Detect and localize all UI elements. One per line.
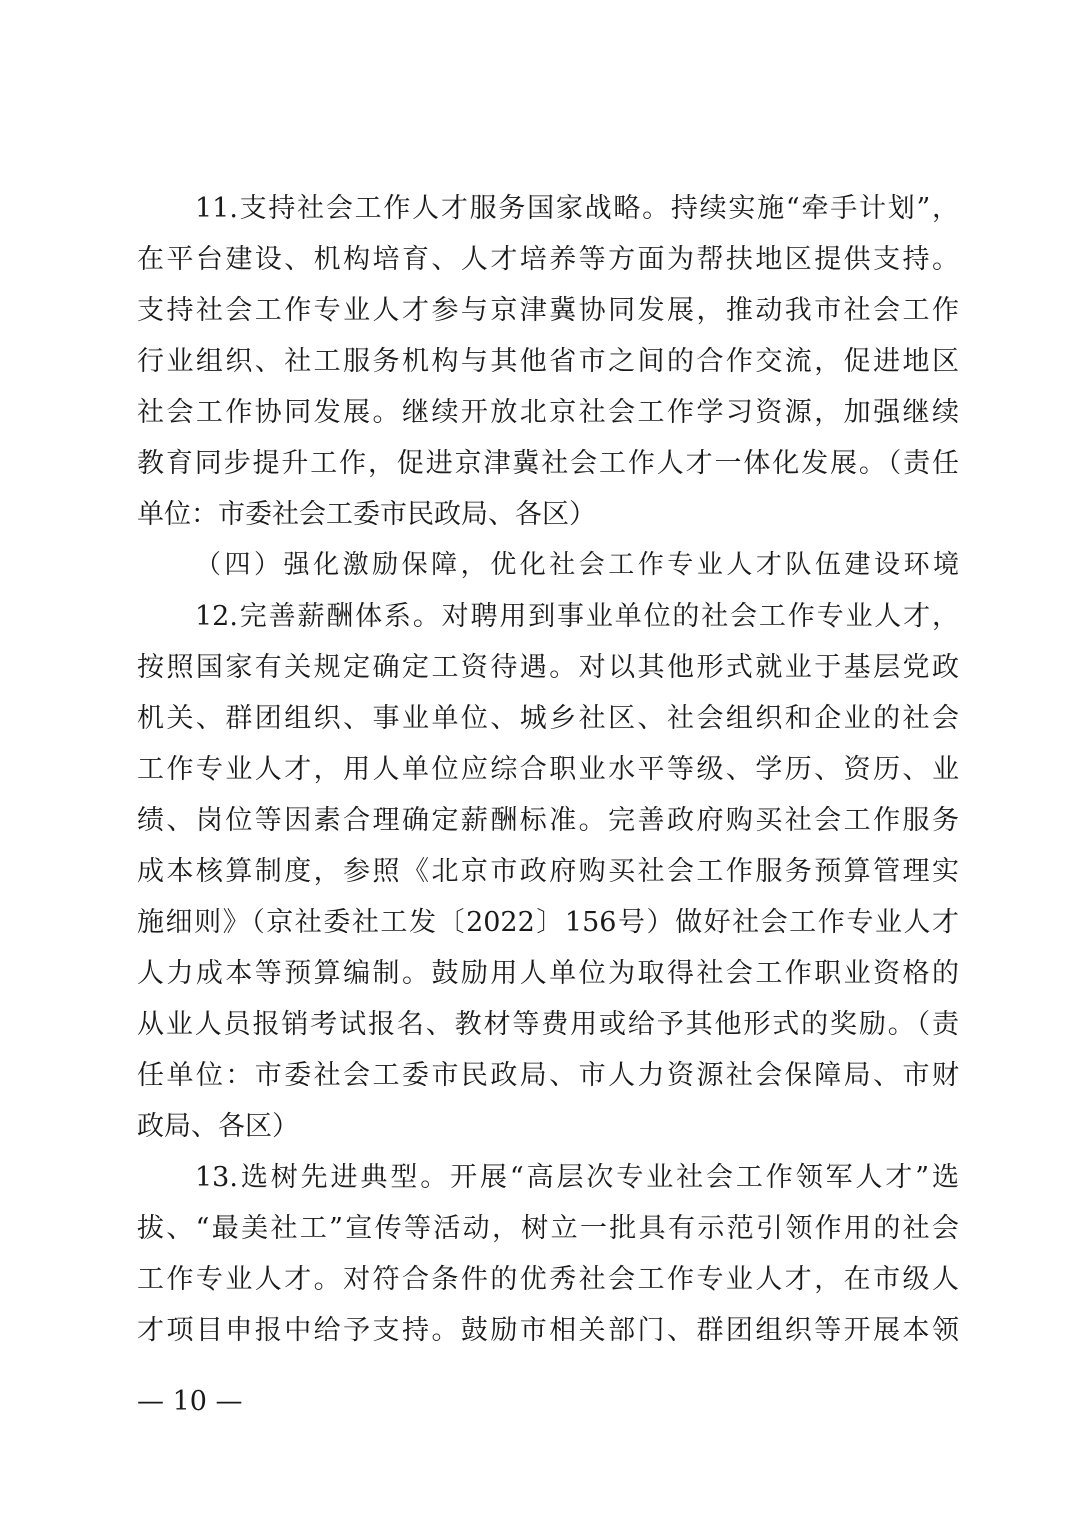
paragraph-line: 工作专业人才。对符合条件的优秀社会工作专业人才，在市级人: [137, 1264, 959, 1295]
paragraph-line-end: 单位：市委社会工委市民政局、各区）: [137, 499, 596, 530]
paragraph-line: 在平台建设、机构培育、人才培养等方面为帮扶地区提供支持。: [137, 244, 959, 275]
section-heading-4: （四）强化激励保障，优化社会工作专业人才队伍建设环境: [195, 550, 959, 580]
paragraph-line: 行业组织、社工服务机构与其他省市之间的合作交流，促进地区: [137, 346, 959, 377]
paragraph-line: 工作专业人才，用人单位应综合职业水平等级、学历、资历、业: [137, 754, 959, 785]
paragraph-line: 施细则》（京社委社工发〔2022〕156号）做好社会工作专业人才: [137, 907, 959, 938]
page-number: — 10 —: [137, 1386, 243, 1417]
paragraph-line: 才项目申报中给予支持。鼓励市相关部门、群团组织等开展本领: [137, 1315, 959, 1346]
paragraph-line-end: 政局、各区）: [137, 1111, 299, 1142]
paragraph-line: 教育同步提升工作，促进京津冀社会工作人才一体化发展。（责任: [137, 448, 959, 479]
paragraph-line: 绩、岗位等因素合理确定薪酬标准。完善政府购买社会工作服务: [137, 805, 959, 836]
paragraph-line: 机关、群团组织、事业单位、城乡社区、社会组织和企业的社会: [137, 703, 959, 734]
paragraph-line: 社会工作协同发展。继续开放北京社会工作学习资源，加强继续: [137, 397, 959, 428]
paragraph-11-start: 11.支持社会工作人才服务国家战略。持续实施“牵手计划”，: [195, 193, 959, 224]
paragraph-line: 拔、“最美社工”宣传等活动，树立一批具有示范引领作用的社会: [137, 1213, 959, 1244]
paragraph-line: 任单位：市委社会工委市民政局、市人力资源社会保障局、市财: [137, 1060, 959, 1091]
paragraph-line: 支持社会工作专业人才参与京津冀协同发展，推动我市社会工作: [137, 295, 959, 326]
body-text: [137, 183, 959, 1356]
paragraph-13-start: 13.选树先进典型。开展“高层次专业社会工作领军人才”选: [195, 1162, 959, 1193]
paragraph-line: 人力成本等预算编制。鼓励用人单位为取得社会工作职业资格的: [137, 958, 959, 989]
paragraph-line: 按照国家有关规定确定工资待遇。对以其他形式就业于基层党政: [137, 652, 959, 683]
paragraph-line: 从业人员报销考试报名、教材等费用或给予其他形式的奖励。（责: [137, 1009, 959, 1040]
paragraph-12-start: 12.完善薪酬体系。对聘用到事业单位的社会工作专业人才，: [195, 601, 959, 632]
paragraph-line: 成本核算制度，参照《北京市政府购买社会工作服务预算管理实: [137, 856, 959, 887]
